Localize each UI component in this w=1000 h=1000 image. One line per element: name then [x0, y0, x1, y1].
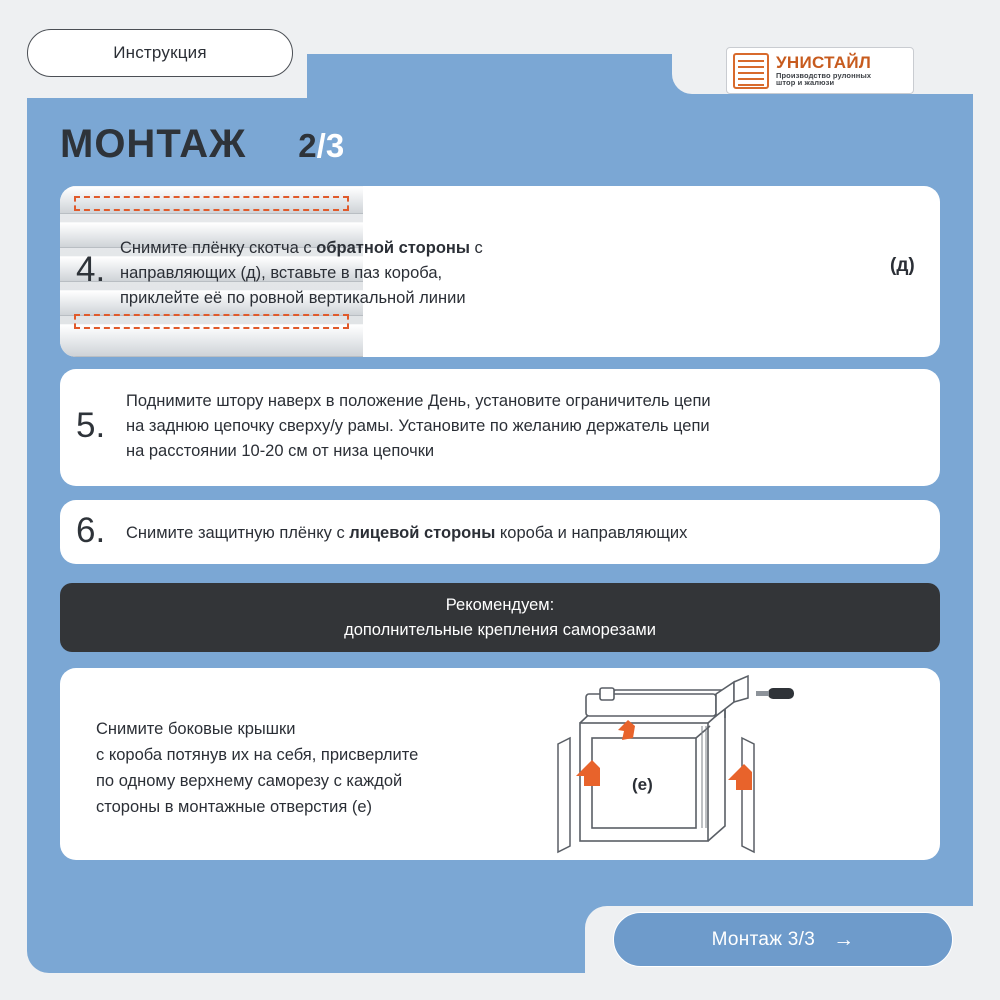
page-current: 2 — [298, 127, 317, 164]
step-5-text — [126, 389, 916, 464]
instruction-tab[interactable] — [27, 29, 293, 77]
step-5-line2: на заднюю цепочку сверху/у рамы. Установите по желанию держатель цепи — [126, 417, 710, 436]
page-separator: / — [316, 127, 326, 164]
banner-line-1: Рекомендуем: — [445, 595, 555, 614]
banner-line-2: дополнительные крепления саморезами — [344, 620, 656, 639]
blinds-icon — [733, 53, 769, 89]
final-line-4: стороны в монтажные отверстия (е) — [96, 798, 373, 817]
page-total: 3 — [325, 127, 345, 164]
final-step-text — [96, 716, 526, 820]
step-6-text — [126, 521, 906, 546]
final-step-illustration — [520, 668, 820, 860]
tape-highlight-bottom — [74, 314, 349, 329]
step-5-number: 5. — [76, 406, 106, 445]
step-4-image-label: (д) — [890, 255, 915, 276]
step-6-part2: короба и направляющих — [495, 524, 688, 542]
step-4-line1-part1: Снимите плёнку скотча с — [120, 239, 317, 257]
final-line-3: по одному верхнему саморезу с каждой — [96, 772, 403, 791]
recommendation-banner — [60, 583, 940, 652]
next-page-label: Монтаж 3/3 — [711, 928, 816, 950]
step-6-part1: Снимите защитную плёнку с — [126, 524, 350, 542]
step-4-number: 4. — [76, 250, 106, 289]
final-image-label: (е) — [632, 775, 653, 794]
final-line-2: с короба потянув их на себя, присверлите — [96, 746, 419, 765]
final-line-1: Снимите боковые крышки — [96, 720, 296, 738]
logo-subline-2: штор и жалюзи — [776, 78, 835, 88]
logo-title: УНИСТАЙЛ — [776, 52, 872, 72]
page-title — [60, 122, 344, 167]
step-5-line1: Поднимите штору наверх в положение День, установите ограничитель цепи — [126, 392, 711, 410]
step-5-line3: на расстоянии 10-20 см от низа цепочки — [126, 442, 435, 461]
page-counter — [298, 127, 344, 165]
step-4-line1-part2: с — [469, 239, 483, 257]
step-4-line2: направляющих (д), вставьте в паз короба, — [120, 264, 443, 283]
step-6-number: 6. — [76, 511, 106, 550]
logo-subline-1: Производство рулонных — [776, 70, 872, 80]
step-4-line1-bold: обратной стороны — [316, 239, 470, 257]
arrow-right-icon: → — [833, 927, 855, 951]
brand-logo — [726, 47, 914, 94]
instruction-tab-label: Инструкция — [113, 43, 207, 62]
page-title-text: МОНТАЖ — [60, 122, 247, 166]
step-4-line3: приклейте её по ровной вертикальной линии — [120, 289, 466, 308]
tape-highlight-top — [74, 196, 349, 211]
step-4-text — [120, 236, 620, 311]
step-6-bold: лицевой стороны — [349, 524, 496, 542]
next-page-button[interactable] — [613, 912, 953, 967]
